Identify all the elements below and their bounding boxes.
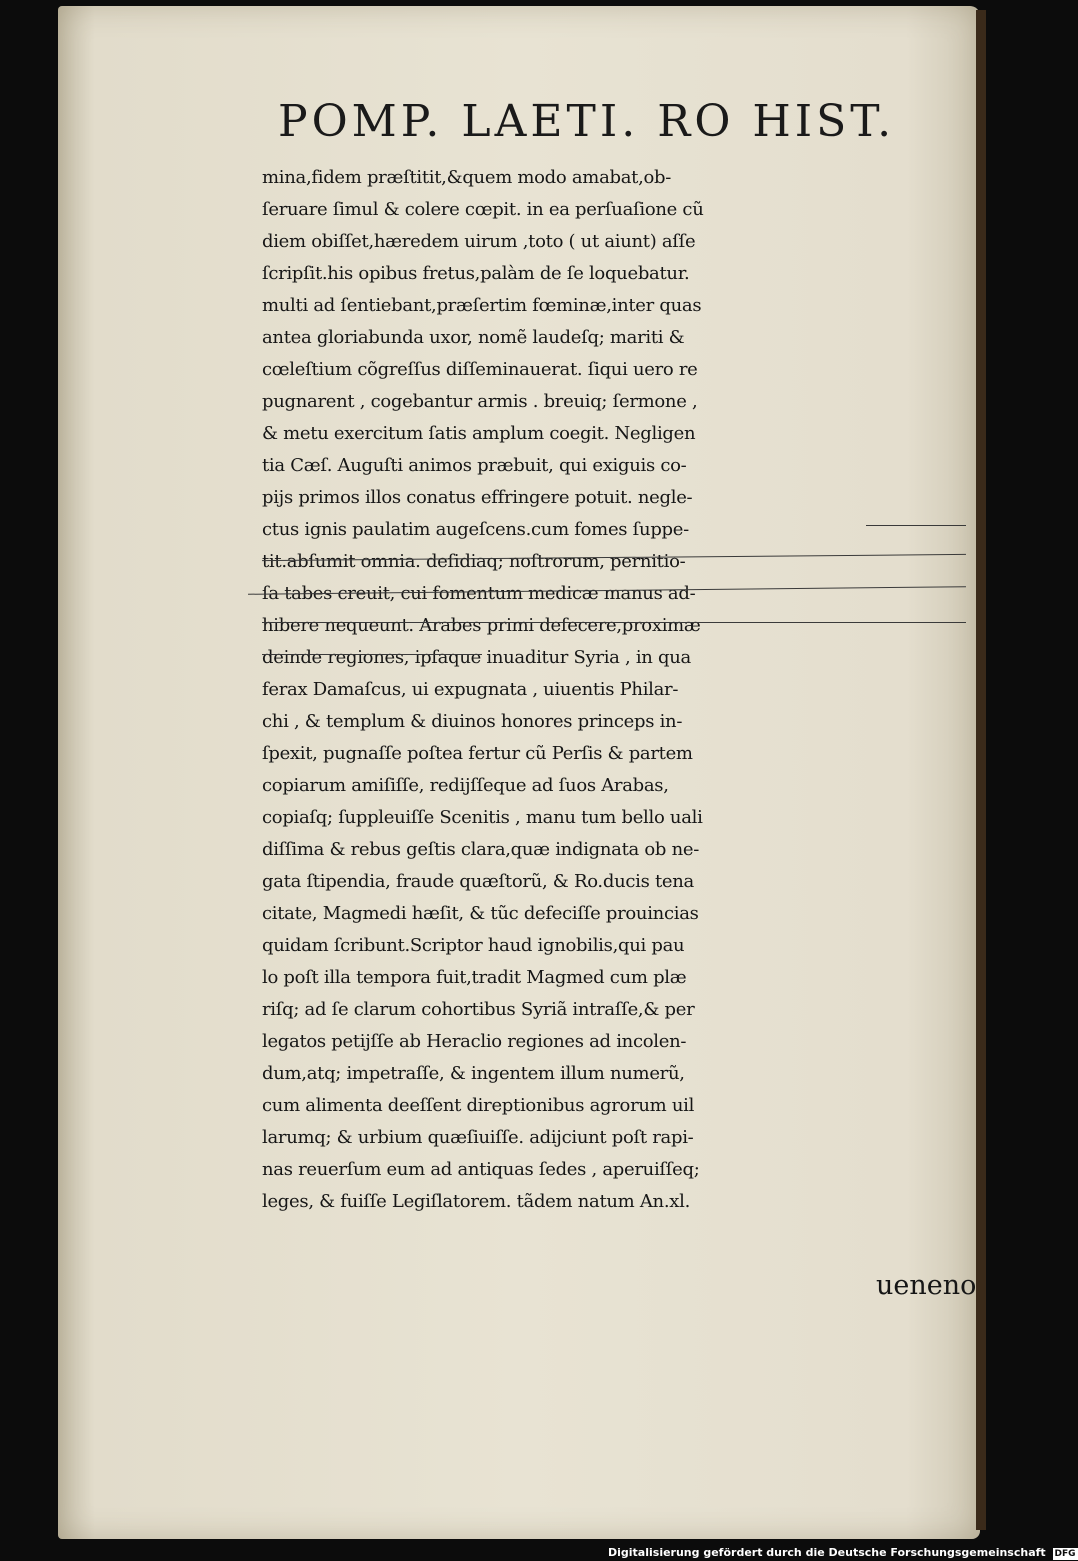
text-line: ſa tabes creuit, cui fomentum medicæ manus ad- <box>262 583 696 604</box>
text-line: ſpexit, pugnaſſe poſtea fertur cũ Perſis & partem <box>262 743 693 764</box>
text-line: ctus ignis paulatim augeſcens.cum fomes ſuppe- <box>262 519 689 540</box>
text-line: riſq; ad ſe clarum cohortibus Syriã intraſſe,& per <box>262 999 695 1020</box>
text-line: citate, Magmedi hæſit, & tũc defeciſſe prouincias <box>262 903 699 924</box>
dfg-logo: DFG <box>1054 1549 1076 1559</box>
text-line: larumq; & urbium quæſiuiſſe. adijciunt poſt rapi- <box>262 1127 694 1148</box>
text-line: dum,atq; impetraſſe, & ingentem illum numerũ, <box>262 1063 685 1084</box>
handwritten-underline <box>262 622 966 623</box>
text-line: tit.abſumit omnia. deſidiaq; noſtrorum, pernitio- <box>262 551 686 572</box>
text-line: quidam ſcribunt.Scriptor haud ignobilis,qui pau <box>262 935 685 956</box>
main-text-block <box>262 162 972 1218</box>
book-binding-edge <box>976 10 986 1530</box>
text-line: gata ſtipendia, fraude quæſtorũ, & Ro.ducis tena <box>262 871 694 892</box>
funding-note: Digitalisierung gefördert durch die Deutsche Forschungsgemeinschaft <box>608 1546 1046 1559</box>
text-line: ſcripſit.his opibus fretus,palàm de ſe loquebatur. <box>262 263 690 284</box>
running-header: POMP. LAETI. RO HIST. <box>278 96 896 147</box>
text-line: pugnarent , cogebantur armis . breuiq; ſermone , <box>262 391 698 412</box>
text-line: lo poſt illa tempora fuit,tradit Magmed cum plæ <box>262 967 687 988</box>
text-line: deinde regiones, ipſaque inuaditur Syria , in qua <box>262 647 691 668</box>
text-line: hibere nequeunt. Arabes primi defecere,proximæ <box>262 615 701 636</box>
text-line: copiaſq; ſuppleuiſſe Scenitis , manu tum bello uali <box>262 807 703 828</box>
handwritten-underline <box>262 654 482 655</box>
handwritten-underline <box>866 525 966 526</box>
text-line: nas reuerſum eum ad antiquas ſedes , aperuiſſeq; <box>262 1159 700 1180</box>
text-line: legatos petijſſe ab Heraclio regiones ad incolen- <box>262 1031 687 1052</box>
text-line: diſſima & rebus geſtis clara,quæ indignata ob ne- <box>262 839 699 860</box>
text-line: diem obiſſet,hæredem uirum ,toto ( ut aiunt) aſſe <box>262 231 696 252</box>
catchword: ueneno <box>876 1270 977 1301</box>
text-line: ferax Damaſcus, ui expugnata , uiuentis Philar- <box>262 679 679 700</box>
text-line: copiarum amiſiſſe, redijſſeque ad ſuos Arabas, <box>262 775 669 796</box>
text-line: multi ad ſentiebant,præſertim fœminæ,inter quas <box>262 295 702 316</box>
text-line: mina,fidem præſtitit,&quem modo amabat,ob- <box>262 167 672 188</box>
text-line: cœleſtium cõgreſſus diſſeminauerat. ſiqui uero re <box>262 359 698 380</box>
text-line: cum alimenta deeſſent direptionibus agrorum uil <box>262 1095 695 1116</box>
text-line: antea gloriabunda uxor, nomẽ laudeſq; mariti & <box>262 327 685 348</box>
text-line: leges, & fuiſſe Legiſlatorem. tãdem natum An.xl. <box>262 1191 691 1212</box>
text-line: ſeruare ſimul & colere cœpit. in ea perſuaſione cũ <box>262 199 704 220</box>
text-line: pijs primos illos conatus effringere potuit. negle- <box>262 487 693 508</box>
digitization-footer <box>608 1544 1076 1561</box>
text-line: & metu exercitum ſatis amplum coegit. Negligen <box>262 423 696 444</box>
text-line: chi , & templum & diuinos honores princeps in- <box>262 711 683 732</box>
text-line: tia Cæſ. Auguſti animos præbuit, qui exiguis co- <box>262 455 687 476</box>
